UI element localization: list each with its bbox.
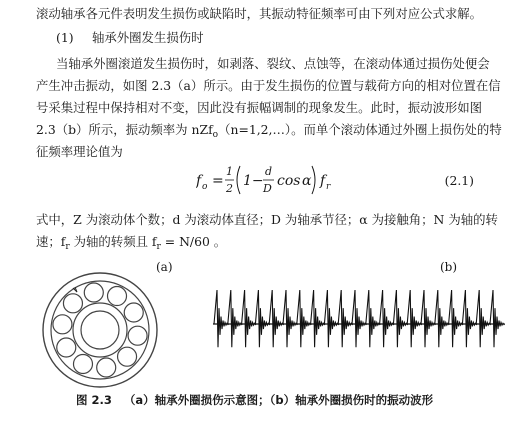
impulse-burst bbox=[242, 290, 257, 347]
rolling-element bbox=[118, 347, 137, 366]
formula bbox=[196, 158, 346, 202]
impulse-burst bbox=[380, 290, 395, 347]
body-line-5: 征频率理论值为 bbox=[36, 144, 123, 159]
subscript-r-2: r bbox=[156, 242, 161, 252]
body-line-2: 产生冲击振动，如图 2.3（a）所示。由于发生损伤的位置与载荷方向的相对位置在信 bbox=[36, 78, 501, 93]
where-line-2-b: 为轴的转频且 f bbox=[69, 234, 157, 249]
rolling-element bbox=[128, 326, 147, 345]
rolling-element bbox=[63, 294, 82, 313]
rolling-element bbox=[124, 303, 143, 322]
subscript-r-1: r bbox=[65, 242, 70, 252]
rolling-element bbox=[84, 283, 103, 302]
body-line-4-b: （n=1,2,…）。而单个滚动体通过外圈上损伤处的特 bbox=[218, 122, 502, 137]
svg-text:r: r bbox=[326, 182, 331, 192]
impulse-burst bbox=[311, 290, 326, 347]
section-heading bbox=[56, 30, 526, 46]
vibration-waveform bbox=[205, 278, 505, 368]
figure-caption bbox=[76, 392, 433, 408]
outer-ring-outer bbox=[43, 273, 157, 387]
impulse-burst bbox=[228, 290, 243, 347]
caption-number: 图 2.3 bbox=[76, 393, 112, 407]
rolling-element bbox=[73, 354, 92, 373]
svg-text:1: 1 bbox=[226, 165, 233, 178]
caption-text: （a）轴承外圈损伤示意图；（b）轴承外圈损伤时的振动波形 bbox=[123, 393, 434, 407]
impulse-burst bbox=[352, 290, 367, 347]
impulse-burst bbox=[366, 290, 381, 347]
svg-text:1−: 1− bbox=[243, 173, 264, 189]
body-line-4 bbox=[36, 122, 526, 143]
impulse-burst bbox=[393, 290, 408, 347]
svg-text:2: 2 bbox=[226, 182, 233, 195]
impulse-burst bbox=[449, 290, 464, 347]
impulse-burst bbox=[324, 290, 339, 347]
impulse-burst bbox=[490, 290, 505, 347]
svg-text:f: f bbox=[196, 173, 202, 189]
impulse-burst bbox=[421, 290, 436, 347]
where-line-1: 式中，Z 为滚动体个数；d 为滚动体直径；D 为轴承节径；α 为接触角；N 为轴的转 bbox=[36, 212, 498, 227]
svg-text:α: α bbox=[302, 173, 312, 189]
figure-label-a: (a) bbox=[156, 260, 173, 274]
svg-text:D: D bbox=[263, 182, 272, 195]
impulse-burst bbox=[255, 290, 270, 347]
body-line-3: 号采集过程中保持相对不变，因此没有振幅调制的现象发生。此时，振动波形如图 bbox=[36, 100, 483, 115]
section-title: 轴承外圈发生损伤时 bbox=[92, 30, 204, 45]
impulse-burst bbox=[283, 290, 298, 347]
rolling-element bbox=[108, 287, 127, 306]
rolling-element bbox=[53, 315, 72, 334]
impulse-burst bbox=[297, 290, 312, 347]
inner-ring-bore bbox=[81, 311, 119, 349]
impulse-burst bbox=[269, 290, 284, 347]
impulse-bursts bbox=[214, 290, 505, 347]
svg-text:d: d bbox=[265, 165, 273, 178]
figure-label-b: (b) bbox=[440, 260, 458, 274]
rolling-elements bbox=[53, 283, 147, 377]
svg-text:cos: cos bbox=[277, 173, 301, 189]
impulse-burst bbox=[338, 290, 353, 347]
where-line-2 bbox=[36, 234, 526, 255]
subscript-o: o bbox=[212, 130, 219, 140]
svg-text:f: f bbox=[320, 173, 326, 189]
impulse-burst bbox=[476, 290, 491, 347]
section-number: (1) bbox=[56, 30, 74, 45]
where-line-2-c: = N/60 。 bbox=[160, 234, 227, 249]
body-line-4-a: 2.3（b）所示，振动频率为 nZf bbox=[36, 122, 213, 137]
impulse-burst bbox=[214, 290, 229, 347]
rolling-element bbox=[57, 338, 76, 357]
rolling-element bbox=[97, 358, 116, 377]
impulse-burst bbox=[407, 290, 422, 347]
equation-number: (2.1) bbox=[444, 173, 474, 188]
impulse-burst bbox=[435, 290, 450, 347]
body-line-1: 当轴承外圈滚道发生损伤时，如剥落、裂纹、点蚀等，在滚动体通过损伤处便会 bbox=[56, 56, 490, 71]
svg-text:o: o bbox=[202, 182, 208, 192]
bearing-diagram bbox=[40, 270, 160, 390]
outer-race-defect bbox=[73, 287, 77, 292]
equation-block bbox=[0, 158, 526, 202]
where-line-2-a: 速；f bbox=[36, 234, 66, 249]
outer-race bbox=[51, 281, 149, 379]
intro-text: 滚动轴承各元件表明发生损伤或缺陷时，其振动特征频率可由下列对应公式求解。 bbox=[36, 6, 483, 21]
svg-text:=: = bbox=[212, 173, 224, 189]
impulse-burst bbox=[462, 290, 477, 347]
